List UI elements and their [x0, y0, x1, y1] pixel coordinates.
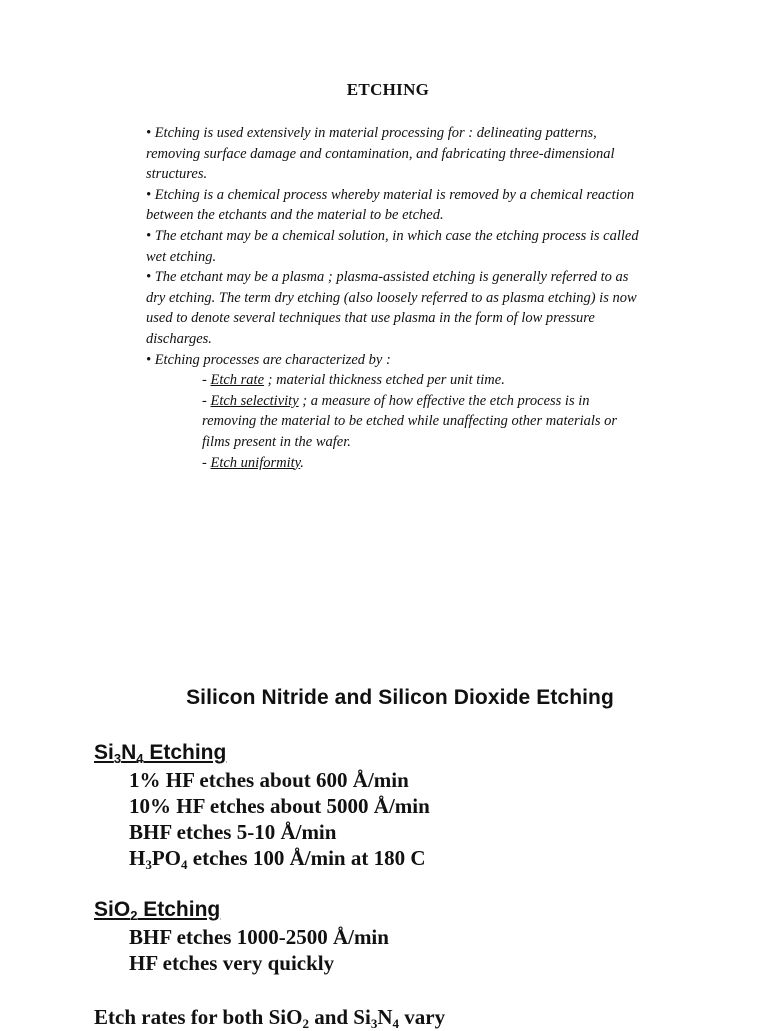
- rate-line: 1% HF etches about 600 Å/min: [129, 768, 409, 792]
- si3n4-section-title: $Si_3N_4$ Etching: [94, 741, 227, 766]
- rate-line: BHF etches 1000-2500 Å/min: [129, 925, 389, 949]
- rate-line: BHF etches 5-10 Å/min: [129, 820, 337, 844]
- paragraph: • The etchant may be a chemical solution, in which case the etching process is called wet etching.: [146, 227, 639, 265]
- sio2-rates-list: [129, 924, 389, 976]
- rate-line-h3po4: $H_3PO_4$ etches 100 Å/min at 180 C: [129, 846, 426, 872]
- slide-heading: Silicon Nitride and Silicon Dioxide Etching: [186, 686, 614, 709]
- etch-rates-note: Etch rates for both SiO$_2$ and $Si_3N_4$ vary: [94, 1005, 446, 1031]
- rate-line: HF etches very quickly: [129, 951, 335, 975]
- term-etch-rate: Etch rate: [210, 372, 265, 389]
- paragraph: • The etchant may be a plasma ; plasma-assisted etching is generally referred to as dry etching. The term dry etching (also loosely referred to as plasma etching) is now used to denote several techniques that use plasma in the form of low pressure discharges.: [146, 269, 637, 347]
- characteristic-etch-uniformity: - Etch uniformity.: [202, 454, 304, 471]
- characteristic-etch-selectivity: - Etch selectivity ; a measure of how effective the etch process is in removing the material to be etched while unaffecting other materials or films present in the wafer.: [202, 392, 618, 450]
- sio2-section-title: SiO$_2$ Etching: [94, 898, 221, 923]
- term-etch-uniformity: Etch uniformity: [210, 454, 301, 471]
- etching-description: [146, 123, 646, 473]
- characteristic-etch-rate: - Etch rate ; material thickness etched per unit time.: [202, 372, 505, 389]
- term-etch-selectivity: Etch selectivity: [210, 392, 299, 409]
- si3n4-rates-list: [129, 767, 430, 871]
- paragraph: • Etching is a chemical process whereby material is removed by a chemical reaction between the etchants and the material to be etched.: [146, 186, 635, 224]
- page-title: ETCHING: [346, 80, 430, 99]
- rate-line: 10% HF etches about 5000 Å/min: [129, 794, 430, 818]
- paragraph: • Etching is used extensively in material processing for : delineating patterns, removing surface damage and contamination, and fabricating three-dimensional structures.: [146, 125, 615, 183]
- paragraph: • Etching processes are characterized by :: [146, 351, 391, 368]
